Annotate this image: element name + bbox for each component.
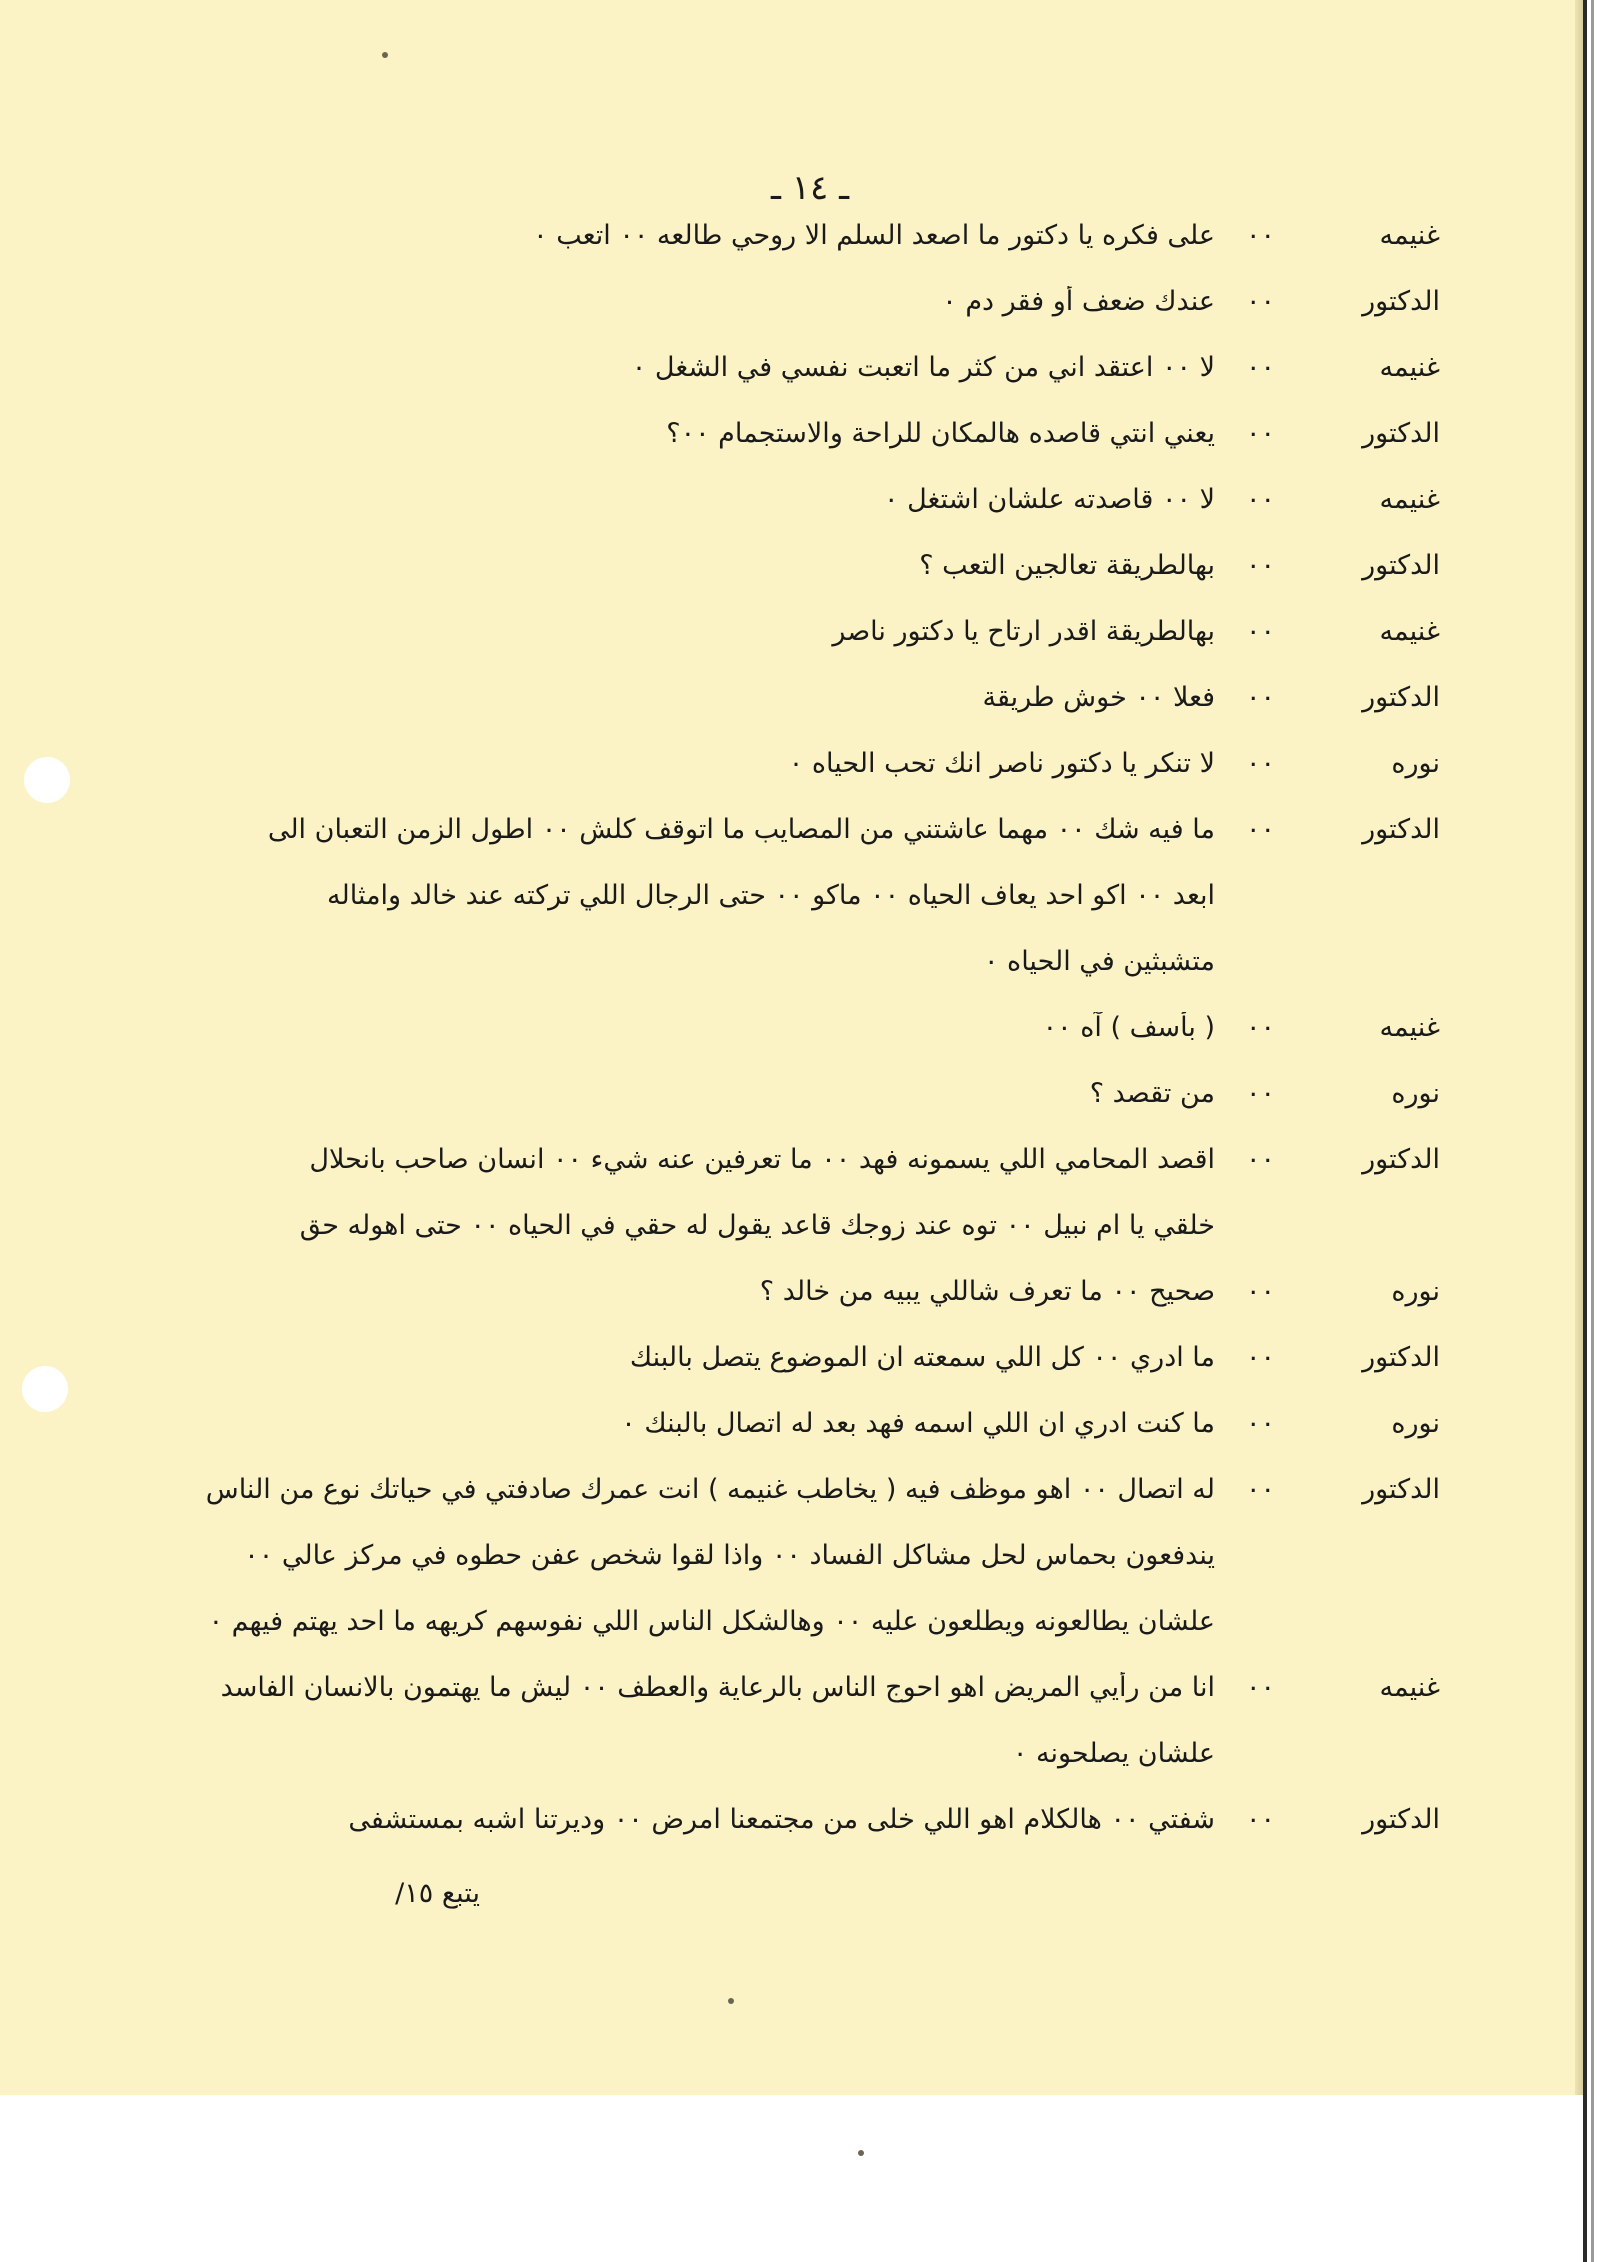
speech-text: لا ٠٠ اعتقد اني من كثر ما اتعبت نفسي في الشغل ٠ bbox=[631, 352, 1215, 383]
speaker-separator: ٠٠ bbox=[1245, 286, 1275, 317]
speech-text: ما فيه شك ٠٠ مهما عاشتني من المصايب ما اتوقف كلش ٠٠ اطول الزمن التعبان الى bbox=[267, 814, 1215, 845]
speaker-name: غنيمه bbox=[1379, 616, 1440, 647]
speech-text: له اتصال ٠٠ اهو موظف فيه ( يخاطب غنيمه ) انت عمرك صادفتي في حياتك نوع من الناس bbox=[205, 1474, 1215, 1505]
speech-text: بهالطريقة تعالجين التعب ؟ bbox=[919, 550, 1215, 581]
speech-text: شفتي ٠٠ هالكلام اهو اللي خلى من مجتمعنا امرض ٠٠ وديرتنا اشبه بمستشفى bbox=[348, 1804, 1215, 1835]
speaker-separator: ٠٠ bbox=[1245, 484, 1275, 515]
speaker-separator: ٠٠ bbox=[1245, 1804, 1275, 1835]
speech-text: ابعد ٠٠ اكو احد يعاف الحياه ٠٠ ماكو ٠٠ حتى الرجال اللي تركته عند خالد وامثاله bbox=[327, 880, 1215, 911]
speaker-separator: ٠٠ bbox=[1245, 1408, 1275, 1439]
speaker-separator: ٠٠ bbox=[1245, 1276, 1275, 1307]
dialogue-line bbox=[100, 1266, 1440, 1332]
dialogue-line bbox=[100, 672, 1440, 738]
speaker-separator: ٠٠ bbox=[1245, 682, 1275, 713]
dialogue-line bbox=[100, 210, 1440, 276]
speaker-separator: ٠٠ bbox=[1245, 814, 1275, 845]
scan-border-light bbox=[1591, 0, 1594, 2262]
dialogue-line bbox=[100, 936, 1440, 1002]
dialogue-line bbox=[100, 606, 1440, 672]
speaker-name: غنيمه bbox=[1379, 1012, 1440, 1043]
dialogue-line bbox=[100, 408, 1440, 474]
speech-text: صحيح ٠٠ ما تعرف شاللي يبيه من خالد ؟ bbox=[759, 1276, 1215, 1307]
speaker-separator: ٠٠ bbox=[1245, 1078, 1275, 1109]
speech-text: خلقي يا ام نبيل ٠٠ توه عند زوجك قاعد يقول له حقي في الحياه ٠٠ حتى اهوله حق bbox=[299, 1210, 1215, 1241]
speech-text: علشان يطالعونه ويطلعون عليه ٠٠ وهالشكل الناس اللي نفوسهم كريهه ما احد يهتم فيهم ٠ bbox=[208, 1606, 1215, 1637]
speaker-name: غنيمه bbox=[1379, 484, 1440, 515]
speech-text: متشبثين في الحياه ٠ bbox=[983, 946, 1215, 977]
speech-text: بهالطريقة اقدر ارتاح يا دكتور ناصر bbox=[832, 616, 1215, 647]
paper-speck bbox=[382, 52, 388, 58]
dialogue-line bbox=[100, 1398, 1440, 1464]
dialogue-line bbox=[100, 1332, 1440, 1398]
speaker-name: الدكتور bbox=[1362, 550, 1440, 581]
speech-text: لا ٠٠ قاصدته علشان اشتغل ٠ bbox=[883, 484, 1215, 515]
speaker-name: نوره bbox=[1391, 748, 1440, 779]
speaker-separator: ٠٠ bbox=[1245, 1474, 1275, 1505]
speaker-separator: ٠٠ bbox=[1245, 550, 1275, 581]
dialogue-line bbox=[100, 1728, 1440, 1794]
dialogue-line bbox=[100, 276, 1440, 342]
dialogue-line bbox=[100, 540, 1440, 606]
speaker-separator: ٠٠ bbox=[1245, 1672, 1275, 1703]
dialogue-line bbox=[100, 1134, 1440, 1200]
speaker-name: نوره bbox=[1391, 1408, 1440, 1439]
speaker-name: غنيمه bbox=[1379, 352, 1440, 383]
speech-text: يندفعون بحماس لحل مشاكل الفساد ٠٠ واذا لقوا شخص عفن حطوه في مركز عالي ٠٠ bbox=[244, 1540, 1215, 1571]
dialogue-line bbox=[100, 1530, 1440, 1596]
speech-text: انا من رأيي المريض اهو احوج الناس بالرعاية والعطف ٠٠ ليش ما يهتمون بالانسان الفاسد bbox=[220, 1672, 1215, 1703]
speech-text: من تقصد ؟ bbox=[1089, 1078, 1215, 1109]
speaker-separator: ٠٠ bbox=[1245, 1144, 1275, 1175]
speaker-name: غنيمه bbox=[1379, 220, 1440, 251]
scan-border-dark bbox=[1583, 0, 1587, 2262]
speech-text: ما كنت ادري ان اللي اسمه فهد بعد له اتصال بالبنك ٠ bbox=[621, 1408, 1215, 1439]
dialogue-line bbox=[100, 804, 1440, 870]
speech-text: فعلا ٠٠ خوش طريقة bbox=[982, 682, 1215, 713]
speech-text: عندك ضعف أو فقر دم ٠ bbox=[942, 286, 1215, 317]
speaker-separator: ٠٠ bbox=[1245, 616, 1275, 647]
dialogue-line bbox=[100, 1200, 1440, 1266]
speaker-separator: ٠٠ bbox=[1245, 352, 1275, 383]
speaker-name: الدكتور bbox=[1362, 1342, 1440, 1373]
speaker-name: غنيمه bbox=[1379, 1672, 1440, 1703]
dialogue-line bbox=[100, 1662, 1440, 1728]
speech-text: على فكره يا دكتور ما اصعد السلم الا روحي طالعه ٠٠ اتعب ٠ bbox=[533, 220, 1215, 251]
punch-hole-top bbox=[24, 757, 70, 803]
dialogue-line bbox=[100, 1596, 1440, 1662]
speech-text: علشان يصلحونه ٠ bbox=[1012, 1738, 1215, 1769]
speaker-name: الدكتور bbox=[1362, 286, 1440, 317]
speech-text: يعني انتي قاصده هالمكان للراحة والاستجمام ٠٠؟ bbox=[666, 418, 1215, 449]
speaker-name: الدكتور bbox=[1362, 1804, 1440, 1835]
dialogue-line bbox=[100, 1068, 1440, 1134]
dialogue-line bbox=[100, 870, 1440, 936]
speech-text: لا تنكر يا دكتور ناصر انك تحب الحياه ٠ bbox=[788, 748, 1215, 779]
speaker-name: الدكتور bbox=[1362, 418, 1440, 449]
speaker-separator: ٠٠ bbox=[1245, 748, 1275, 779]
dialogue-line bbox=[100, 342, 1440, 408]
speaker-name: الدكتور bbox=[1362, 814, 1440, 845]
speaker-separator: ٠٠ bbox=[1245, 220, 1275, 251]
speaker-separator: ٠٠ bbox=[1245, 418, 1275, 449]
dialogue-line bbox=[100, 1794, 1440, 1860]
speaker-name: نوره bbox=[1391, 1276, 1440, 1307]
speech-text: اقصد المحامي اللي يسمونه فهد ٠٠ ما تعرفين عنه شيء ٠٠ انسان صاحب بانحلال bbox=[309, 1144, 1215, 1175]
speaker-name: الدكتور bbox=[1362, 1144, 1440, 1175]
dialogue-line bbox=[100, 738, 1440, 804]
dialogue-line bbox=[100, 1002, 1440, 1068]
continuation-note: يتبع ١٥/ bbox=[395, 1878, 480, 1909]
speaker-name: الدكتور bbox=[1362, 1474, 1440, 1505]
speech-text: ( بأسف ) آه ٠٠ bbox=[1042, 1012, 1215, 1043]
paper-speck bbox=[728, 1998, 734, 2004]
punch-hole-bottom bbox=[22, 1366, 68, 1412]
speech-text: ما ادري ٠٠ كل اللي سمعته ان الموضوع يتصل بالبنك bbox=[629, 1342, 1215, 1373]
dialogue-line bbox=[100, 474, 1440, 540]
dialogue-line bbox=[100, 1464, 1440, 1530]
speaker-separator: ٠٠ bbox=[1245, 1012, 1275, 1043]
speaker-separator: ٠٠ bbox=[1245, 1342, 1275, 1373]
speaker-name: الدكتور bbox=[1362, 682, 1440, 713]
page-number: ـ ١٤ ـ bbox=[770, 168, 850, 208]
speaker-name: نوره bbox=[1391, 1078, 1440, 1109]
paper-speck bbox=[858, 2150, 864, 2156]
